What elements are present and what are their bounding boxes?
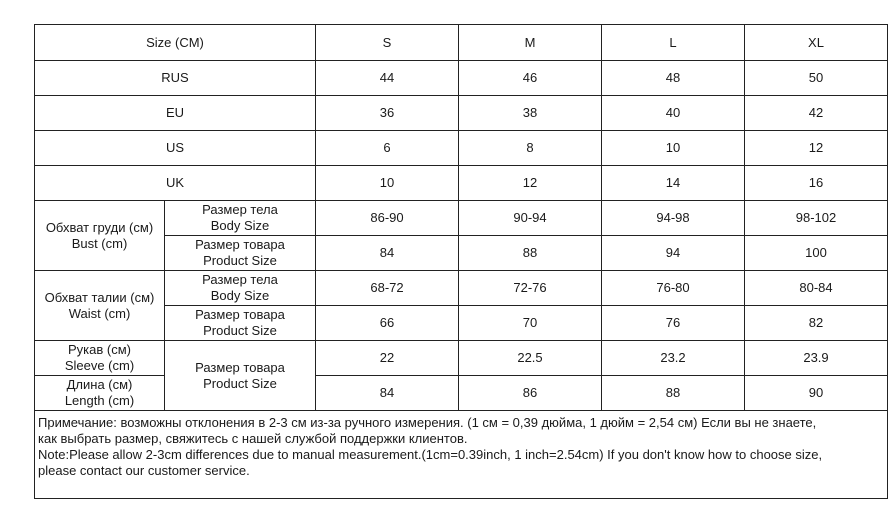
size-s-header: S [316,25,459,61]
bust-body-l: 94-98 [602,201,745,236]
sleeve-s: 22 [316,341,459,376]
waist-product-xl: 82 [745,306,888,341]
note-en-line2: please contact our customer service. [38,463,250,478]
note-ru-line1: Примечание: возможны отклонения в 2-3 см из-за ручного измерения. (1 см = 0,39 дюйма, 1 дюйм = 2,54 см) Если вы не знаете, [38,415,817,430]
waist-product-l: 76 [602,306,745,341]
waist-product-m: 70 [459,306,602,341]
us-row [35,131,888,166]
product-size-merged-ru: Размер товара [195,359,285,375]
bust-body-xl: 98-102 [745,201,888,236]
uk-label: UK [35,166,316,201]
bust-product-s: 84 [316,236,459,271]
sleeve-l: 23.2 [602,341,745,376]
sleeve-label [35,341,165,376]
sleeve-m: 22.5 [459,341,602,376]
waist-label [35,271,165,341]
note-row [35,411,888,499]
length-xl: 90 [745,376,888,411]
product-size-merged-en: Product Size [203,375,277,391]
uk-xl: 16 [745,166,888,201]
bust-label [35,201,165,271]
waist-body-m: 72-76 [459,271,602,306]
us-xl: 12 [745,131,888,166]
bust-label-en: Bust (cm) [71,235,128,251]
bust-label-ru: Обхват груди (см) [45,219,154,235]
waist-product-label-en: Product Size [203,323,277,338]
bust-product-size-label [165,236,316,271]
waist-body-size-label [165,271,316,306]
length-label-ru: Длина (см) [66,377,133,392]
eu-m: 38 [459,96,602,131]
sleeve-label-en: Sleeve (cm) [64,358,135,373]
waist-product-label-ru: Размер товара [195,307,285,322]
rus-row [35,61,888,96]
bust-product-m: 88 [459,236,602,271]
length-m: 86 [459,376,602,411]
waist-product-size-label [165,306,316,341]
eu-s: 36 [316,96,459,131]
header-label: Size (CM) [35,25,316,61]
eu-xl: 42 [745,96,888,131]
sleeve-xl: 23.9 [745,341,888,376]
waist-body-xl: 80-84 [745,271,888,306]
bust-body-label-ru: Размер тела [202,202,278,217]
size-chart-table [34,24,888,499]
bust-product-label-ru: Размер товара [195,237,285,252]
waist-label-en: Waist (cm) [68,305,131,321]
bust-product-label-en: Product Size [203,253,277,268]
length-label-en: Length (cm) [64,393,135,408]
length-row [35,376,888,411]
length-l: 88 [602,376,745,411]
waist-label-ru: Обхват талии (см) [44,289,155,305]
rus-l: 48 [602,61,745,96]
rus-label: RUS [35,61,316,96]
waist-body-label-en: Body Size [210,288,270,303]
waist-body-l: 76-80 [602,271,745,306]
bust-product-xl: 100 [745,236,888,271]
us-l: 10 [602,131,745,166]
bust-body-row [35,201,888,236]
us-m: 8 [459,131,602,166]
size-m-header: M [459,25,602,61]
length-label [35,376,165,411]
waist-body-s: 68-72 [316,271,459,306]
waist-body-label-ru: Размер тела [202,272,278,287]
uk-m: 12 [459,166,602,201]
eu-label: EU [35,96,316,131]
size-l-header: L [602,25,745,61]
us-s: 6 [316,131,459,166]
bust-body-size-label [165,201,316,236]
uk-row [35,166,888,201]
bust-body-label-en: Body Size [210,218,270,233]
sleeve-row [35,341,888,376]
length-s: 84 [316,376,459,411]
note-en-line1: Note:Please allow 2-3cm differences due to manual measurement.(1cm=0.39inch, 1 inch=2.54cm) If you don't know how to choose size, [38,447,823,462]
size-xl-header: XL [745,25,888,61]
waist-product-s: 66 [316,306,459,341]
eu-row [35,96,888,131]
rus-m: 46 [459,61,602,96]
uk-l: 14 [602,166,745,201]
sleeve-label-ru: Рукав (см) [68,342,131,357]
bust-body-s: 86-90 [316,201,459,236]
bust-body-m: 90-94 [459,201,602,236]
product-size-merged-label [165,341,316,411]
note-ru-line2: как выбрать размер, свяжитесь с нашей службой поддержки клиентов. [38,431,468,446]
eu-l: 40 [602,96,745,131]
rus-s: 44 [316,61,459,96]
header-row [35,25,888,61]
rus-xl: 50 [745,61,888,96]
bust-product-l: 94 [602,236,745,271]
us-label: US [35,131,316,166]
uk-s: 10 [316,166,459,201]
waist-body-row [35,271,888,306]
note-cell [35,411,888,499]
